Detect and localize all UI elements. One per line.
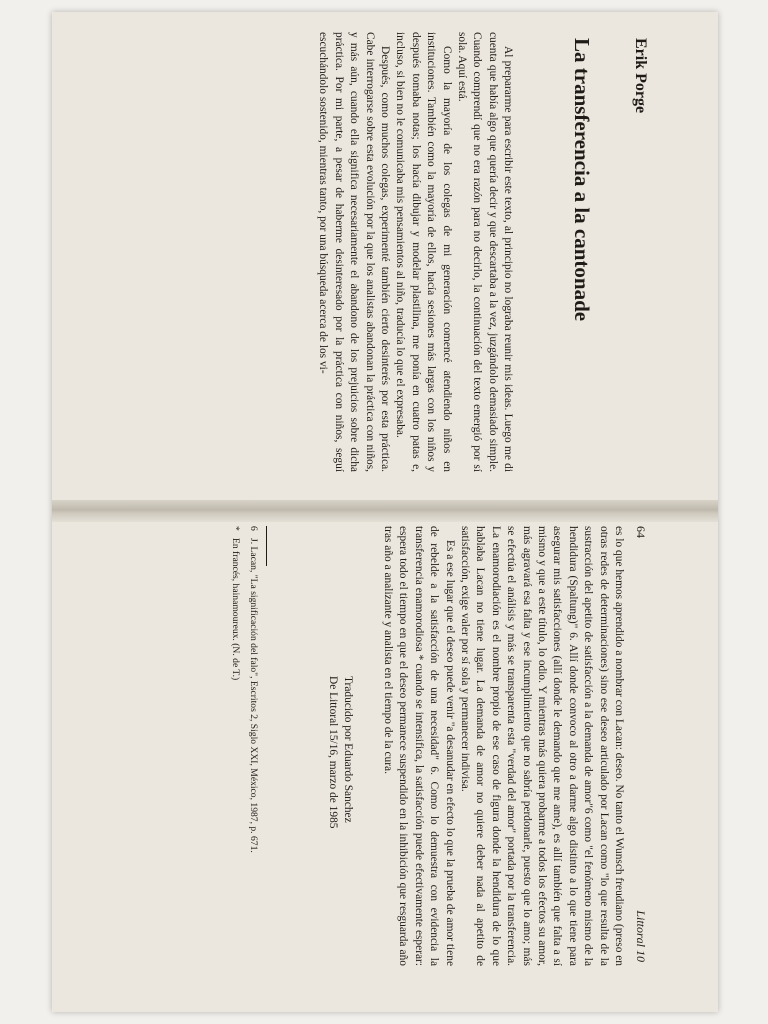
paragraph: Es a ese lugar que el deseo puede venir "a desanudar en efecto lo que la prueba de amor tiene de rebelde a la satisfacción de una necesidad" 6. Como lo demuestra con evidencia la transferencia enamorodiosa * cuando se intensifica, la satisfacción puede efectivamente esperar: espera todo el tiempo en que el deseo permanece suspendido en la inhibición que resguarda año tras año a analizante y analista en el tiempo de la cura. xyxy=(381,526,456,966)
footnote xyxy=(230,526,243,966)
source-line: De Littoral 15/16, marzo de 1985 xyxy=(327,676,340,829)
paragraph: es lo que hemos aprendido a nombrar con Lacan: deseo. No tanto el Wunsch freudiano (preso en otras redes de determinaciones) sino ese deseo articulado por Lacan como "lo que resulta de la sustracción del apetito de satisfacción a la demanda de amor"6 como "el fenómeno mismo de la hendidura (Spaltung)" 6. Allí donde convoco al otro a darme algo distinto a lo que tiene para asegurar mis satisfacciones (allí donde le demando que me ame), es allí también que falta a sí mismo y que a este título, lo odio. Y mientras más quiera probarme a todos los efectos su amor, más agravará esa falta y ese incumplimiento que no sabría perdonarle, puesto que lo amo; más se efectúa el análisis y más se transparenta esta "verdad del amor" portada por la transferencia. La enamorodiación es el nombre propio de ese caso de figura donde la hendidura de lo que hablaba Lacan no tiene lugar. La demanda de amor no quiere deber nada al apetito de satisfacción, exige valer por sí sola y permanecer indivisa. xyxy=(458,526,625,966)
page-body xyxy=(380,526,627,966)
translation-credit xyxy=(326,676,356,966)
footnote xyxy=(248,526,261,966)
paragraph: Después, como muchos colegas, experimenté también cierto desinterés por esta práctica. Cabe interrogarse sobre esta evolución por la que los analistas abandonan la práctica con niños, y más aún, cuando ella significa necesariamente el abandono de los prejuicios sobre dicha práctica. Por mi parte, a pesar de haberme desinteresado por la práctica con niños, seguí escuchándolo sostenido, mientras tanto, por una búsqueda acerca de los vi- xyxy=(317,32,391,472)
translator-line: Traducido por Eduardo Sanchez xyxy=(342,676,355,823)
paragraph: Como la mayoría de los colegas de mi generación comencé atendiendo niños en instituciones. También como la mayoría de ellos, hacía sesiones más largas con los niños y después tomaba notas; los hacía dibujar y modelar plastilina, me ponía en cuatro patas e, incluso, si bien no le comunicaba mis pensamientos al niño, traducía lo que el expresaba. xyxy=(394,32,453,472)
running-head xyxy=(626,526,648,966)
footnote-rule xyxy=(267,526,268,566)
footnote-text: J. Lacan, "La significación del falo", Escritos 2, Siglo XXI, México, 1987, p. 671. xyxy=(248,538,260,853)
article-body xyxy=(315,32,515,472)
footnote-text: En francés, hainamoureux. (N. de T.) xyxy=(230,538,242,681)
article-author: Erik Porge xyxy=(632,38,649,114)
footnote-mark: 6 xyxy=(248,526,260,531)
paragraph: Al prepararme para escribir este texto, al principio no lograba reunir mis ideas. Luego me di cuenta que había algo que quería decir y que descartaba a la vez, juzgándolo demasiado simple. Cuando comprendí que no era razón para no decirlo, la continuación del texto emergió por sí sola. Aquí está. xyxy=(455,32,515,472)
article-title: La transferencia a la cantonade xyxy=(569,38,594,322)
page-number: 64 xyxy=(634,526,648,538)
journal-title: Littoral 10 xyxy=(634,910,648,962)
left-page xyxy=(78,526,648,966)
right-page xyxy=(78,32,648,472)
footnote-mark: * xyxy=(230,526,242,531)
book-spine-fold xyxy=(52,500,718,522)
